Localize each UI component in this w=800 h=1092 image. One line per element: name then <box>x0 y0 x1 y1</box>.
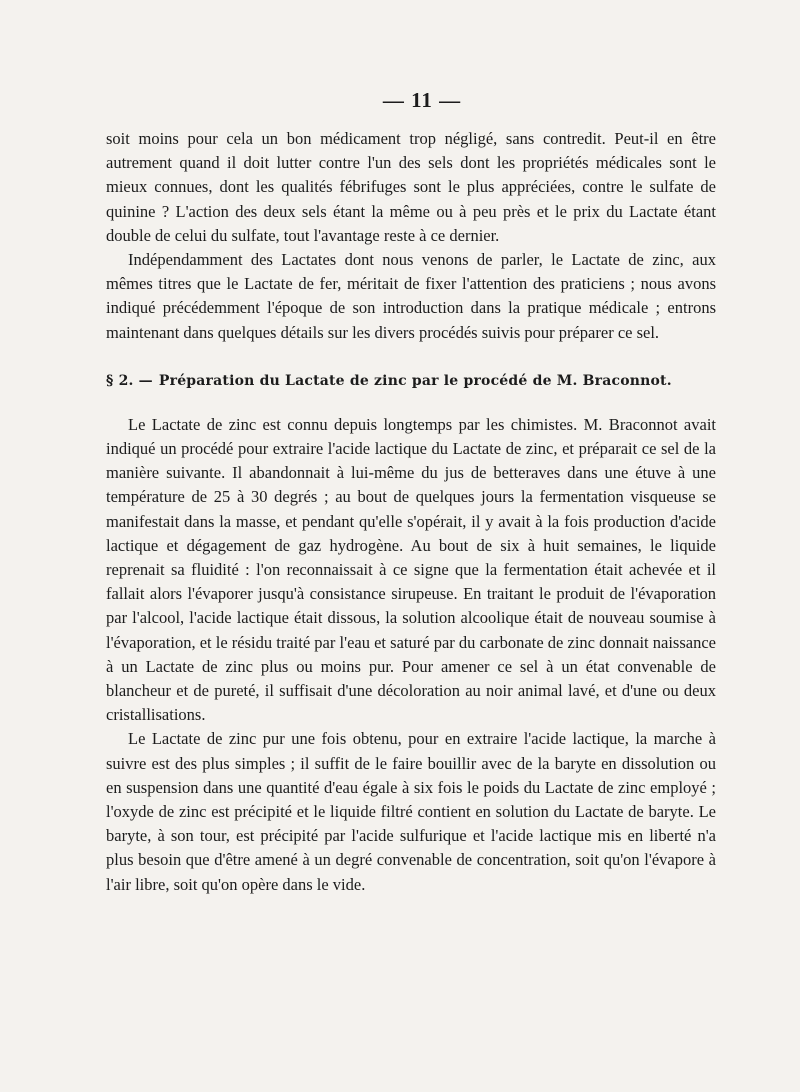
paragraph-4: Le Lactate de zinc pur une fois obtenu, pour en extraire l'acide lactique, la marche à suivre est des plus simples ; il suffit de le faire bouillir avec de la baryte en dissolution ou en suspension dans une quantité d'eau égale à six fois le poids du Lactate de zinc employé ; l'oxyde de zinc est précipité et le liquide filtré contient en solution du Lactate de baryte. Le baryte, à son tour, est précipité par l'acide sulfurique et l'acide lactique mis en liberté n'a plus besoin que d'être amené à un degré convenable de concentration, soit qu'on l'évapore à l'air libre, soit qu'on opère dans le vide. <box>106 729 716 894</box>
paragraph-2: Indépendamment des Lactates dont nous venons de parler, le Lactate de zinc, aux mêmes titres que le Lactate de fer, méritait de fixer l'attention des praticiens ; nous avons indiqué précédemment l'époque de son introduction dans la pratique médicale ; entrons maintenant dans quelques détails sur les divers procédés suivis pour préparer ce sel. <box>106 250 716 342</box>
section-number: § 2. — <box>106 372 153 389</box>
paragraph-3: Le Lactate de zinc est connu depuis longtemps par les chimistes. M. Braconnot avait indiqué un procédé pour extraire l'acide lactique du Lactate de zinc, et préparait ce sel de la manière suivante. Il abandonnait à lui-même du jus de betteraves dans une étuve à une température de 25 à 30 degrés ; au bout de quelques jours la fermentation visqueuse se manifestait dans la masse, et pendant qu'elle s'opérait, il y avait à la fois production d'acide lactique et dégagement de gaz hydrogène. Au bout de six à huit semaines, le liquide reprenait sa fluidité : l'on reconnaissait à ce signe que la fermentation était achevée et il fallait alors l'évaporer jusqu'à consistance sirupeuse. En traitant le produit de l'évaporation par l'alcool, l'acide lactique était dissous, la solution alcoolique était de nouveau soumise à l'évaporation, et le résidu traité par l'eau et saturé par du carbonate de zinc donnait naissance à un Lactate de zinc plus ou moins pur. Pour amener ce sel à un état convenable de blancheur et de pureté, il suffisait d'une décoloration au noir animal lavé, et d'une ou deux cristallisations. <box>106 414 716 725</box>
paragraph-1: soit moins pour cela un bon médicament trop négligé, sans contredit. Peut-il en être autrement quand il doit lutter contre l'un des sels dont les propriétés médicales sont le mieux connues, dont les qualités fébrifuges sont le plus appréciées, contre le sulfate de quinine ? L'action des deux sels étant la même ou à peu près et le prix du Lactate étant double de celui du sulfate, tout l'avantage reste à ce dernier. <box>106 129 716 245</box>
page-number: — 11 — <box>382 88 462 112</box>
section-heading <box>106 373 716 389</box>
section-title: Préparation du Lactate de zinc par le procédé de M. Braconnot. <box>158 372 672 389</box>
